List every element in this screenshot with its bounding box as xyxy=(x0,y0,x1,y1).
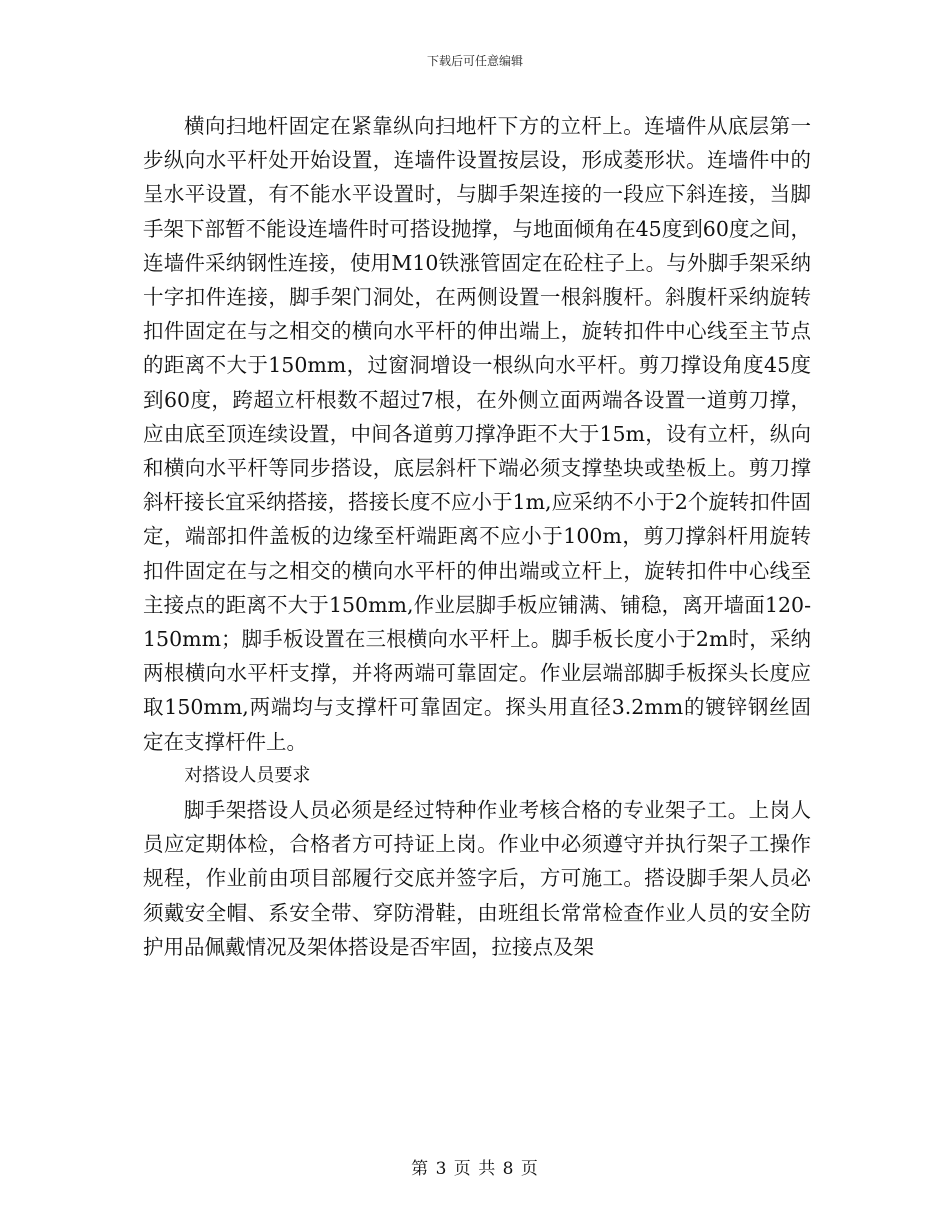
body-paragraph-scaffold-construction: 横向扫地杆固定在紧靠纵向扫地杆下方的立杆上。连墙件从底层第一步纵向水平杆处开始设置，连墙件设置按层设，形成菱形状。连墙件中的呈水平设置，有不能水平设置时，与脚手架连接的一段应下斜连接，当脚手架下部暂不能设连墙件时可搭设抛撑，与地面倾角在45度到60度之间，连墙件采纳钢性连接，使用M10铁涨管固定在砼柱子上。与外脚手架采纳十字扣件连接，脚手架门洞处，在两侧设置一根斜腹杆。斜腹杆采纳旋转扣件固定在与之相交的横向水平杆的伸出端上，旋转扣件中心线至主节点的距离不大于150mm，过窗洞增设一根纵向水平杆。剪刀撑设角度45度到60度，跨超立杆根数不超过7根，在外侧立面两端各设置一道剪刀撑，应由底至顶连续设置，中间各道剪刀撑净距不大于15m，设有立杆，纵向和横向水平杆等同步搭设，底层斜杆下端必须支撑垫块或垫板上。剪刀撑斜杆接长宜采纳搭接，搭接长度不应小于1m,应采纳不小于2个旋转扣件固定，端部扣件盖板的边缘至杆端距离不应小于100m，剪刀撑斜杆用旋转扣件固定在与之相交的横向水平杆的伸出端或立杆上，旋转扣件中心线至主接点的距离不大于150mm,作业层脚手板应铺满、铺稳，离开墙面120-150mm；脚手板设置在三根横向水平杆上。脚手板长度小于2m时，采纳两根横向水平杆支撑，并将两端可靠固定。作业层端部脚手板探头长度应取150mm,两端均与支撑杆可靠固定。探头用直径3.2mm的镀锌钢丝固定在支撑杆件上。 xyxy=(143,114,811,754)
document-body xyxy=(143,109,811,964)
section-heading-personnel-requirements: 对搭设人员要求 xyxy=(184,764,311,786)
body-paragraph-personnel-requirements: 脚手架搭设人员必须是经过特种作业考核合格的专业架子工。上岗人员应定期体检，合格者方可持证上岗。作业中必须遵守并执行架子工操作规程，作业前由项目部履行交底并签字后，方可施工。搭设脚手架人员必须戴安全帽、系安全带、穿防滑鞋，由班组长常常检查作业人员的安全防护用品佩戴情况及架体搭设是否牢固，拉接点及架 xyxy=(143,798,811,959)
page-header: 下载后可任意编辑 xyxy=(426,54,523,68)
page-number: 第 3 页 共 8 页 xyxy=(411,1159,539,1179)
